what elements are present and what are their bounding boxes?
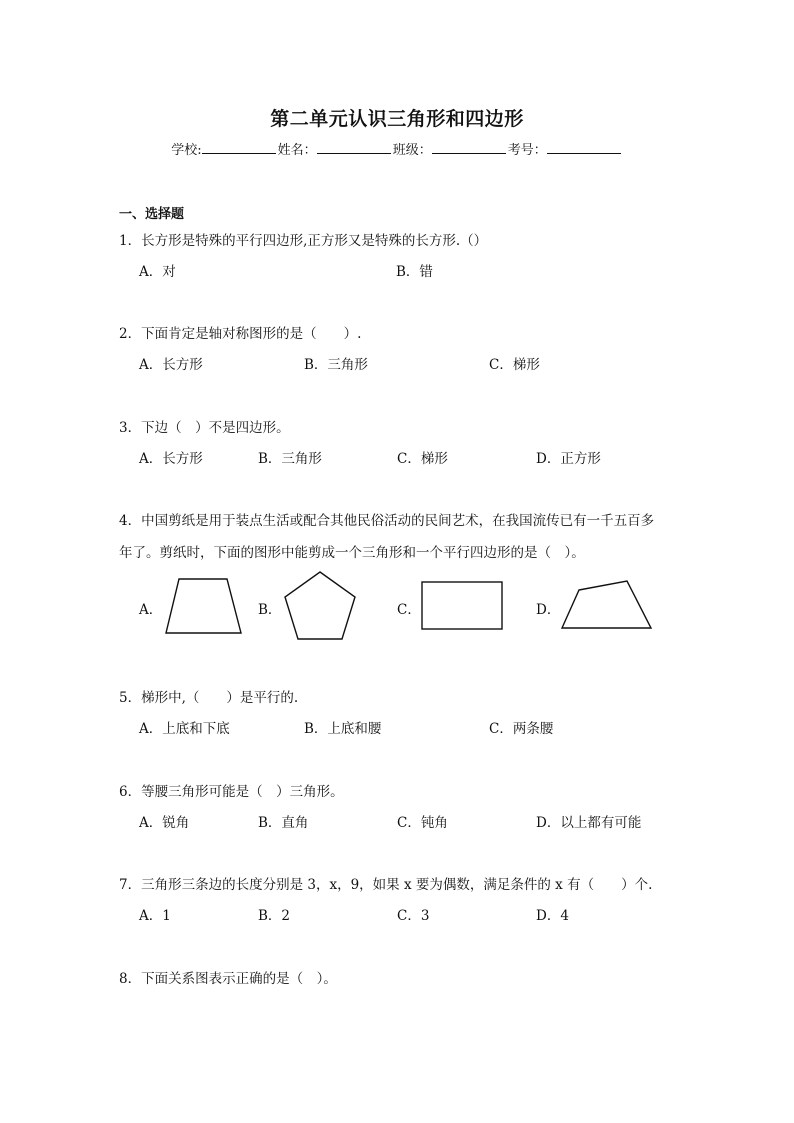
q1-option-a[interactable]: A．对 [139, 264, 176, 280]
q3-option-a[interactable]: A．长方形 [139, 451, 203, 467]
rectangle-figure [416, 576, 510, 636]
number-blank[interactable] [547, 140, 621, 154]
q4-option-b[interactable]: B． [258, 602, 282, 618]
q7-option-c[interactable]: C．3 [397, 908, 430, 924]
section-heading: 一、选择题 [119, 207, 185, 222]
q2-option-c[interactable]: C．梯形 [489, 357, 540, 373]
question-6: 6．等腰三角形可能是（ ）三角形。 [119, 784, 344, 800]
q5-option-a[interactable]: A．上底和下底 [139, 721, 230, 737]
question-7: 7．三角形三条边的长度分别是 3，x，9，如果 x 要为偶数，满足条件的 x 有（ ）个. [119, 877, 653, 893]
q6-option-d[interactable]: D．以上都有可能 [536, 815, 642, 831]
q7-option-a[interactable]: A．1 [139, 908, 171, 924]
question-2: 2．下面肯定是轴对称图形的是（ ）. [119, 326, 362, 342]
question-1: 1．长方形是特殊的平行四边形,正方形又是特殊的长方形.（） [119, 233, 488, 249]
q7-option-d[interactable]: D．4 [536, 908, 569, 924]
q2-option-b[interactable]: B．三角形 [304, 357, 368, 373]
name-blank[interactable] [317, 140, 391, 154]
school-label: 学校: [171, 143, 202, 158]
q6-option-c[interactable]: C．钝角 [397, 815, 448, 831]
number-label: 考号： [507, 143, 547, 158]
q7-option-b[interactable]: B．2 [258, 908, 291, 924]
class-label: 班级： [392, 143, 432, 158]
q2-option-a[interactable]: A．长方形 [139, 357, 203, 373]
name-label: 姓名： [277, 143, 317, 158]
q3-option-c[interactable]: C．梯形 [397, 451, 448, 467]
class-blank[interactable] [432, 140, 506, 154]
question-5: 5．梯形中,（ ）是平行的. [119, 690, 299, 706]
quadrilateral-figure [556, 575, 660, 637]
page-title: 第二单元认识三角形和四边形 [270, 108, 524, 130]
q1-option-b[interactable]: B．错 [396, 264, 433, 280]
question-3: 3．下边（ ）不是四边形。 [119, 420, 290, 436]
trapezoid-figure [160, 573, 250, 639]
q6-option-a[interactable]: A．锐角 [139, 815, 190, 831]
q4-option-d[interactable]: D． [536, 602, 561, 618]
school-blank[interactable] [202, 140, 276, 154]
q6-option-b[interactable]: B．直角 [258, 815, 309, 831]
q5-option-b[interactable]: B．上底和腰 [304, 721, 382, 737]
question-4-line-1: 4．中国剪纸是用于装点生活或配合其他民俗活动的民间艺术，在我国流传已有一千五百多 [119, 513, 655, 529]
q5-option-c[interactable]: C．两条腰 [489, 721, 554, 737]
q3-option-d[interactable]: D．正方形 [536, 451, 601, 467]
pentagon-figure [278, 566, 362, 646]
q4-option-c[interactable]: C． [397, 602, 421, 618]
q4-option-a[interactable]: A． [139, 602, 163, 618]
student-info-line [0, 139, 794, 158]
question-4-line-2: 年了。剪纸时，下面的图形中能剪成一个三角形和一个平行四边形的是（ ）。 [119, 545, 585, 561]
question-8: 8．下面关系图表示正确的是（ ）。 [119, 971, 337, 987]
q3-option-b[interactable]: B．三角形 [258, 451, 322, 467]
